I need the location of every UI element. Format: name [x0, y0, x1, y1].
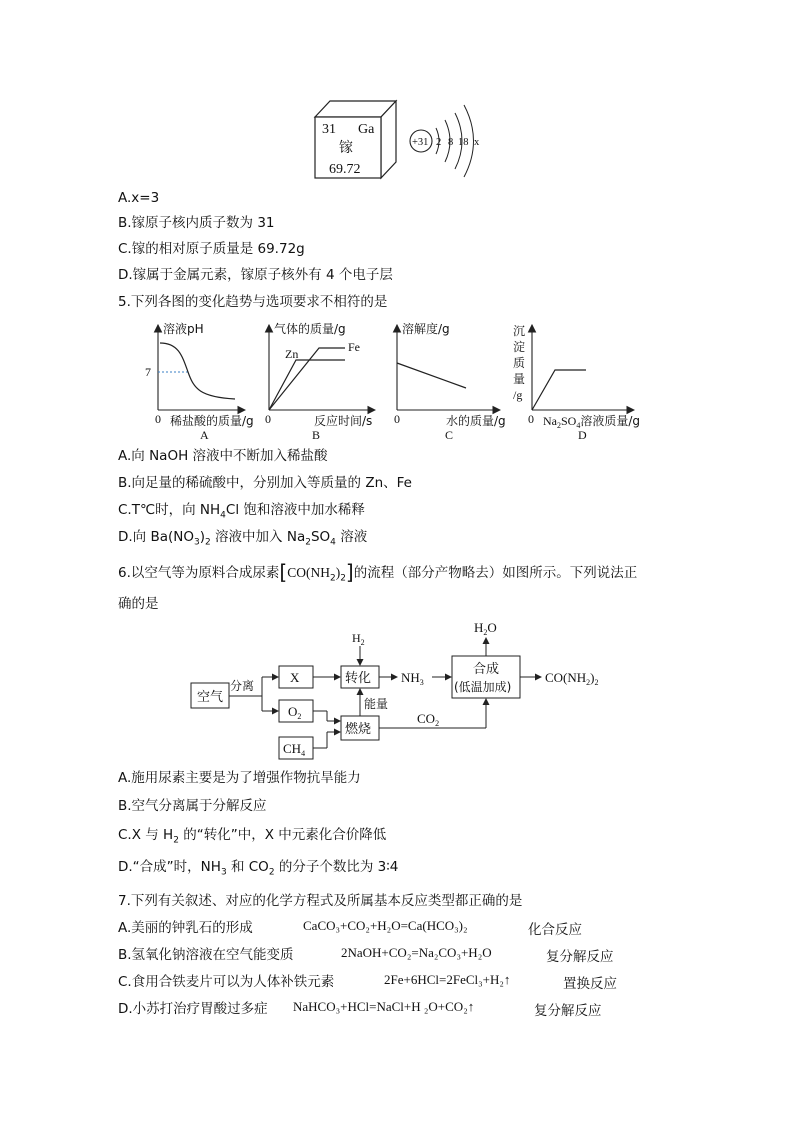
q7-c-desc: C.食用合铁麦片可以为人体补铁元素: [118, 974, 335, 990]
q5-option-c: C.T℃时，向 $NH_4Cl$ 饱和溶液中加水稀释: [118, 502, 365, 521]
energy-label: 能量: [364, 697, 389, 711]
q7-a-equation: CaCO₃+CO₂+H₂O=Ca(HCO₃)₂: [303, 918, 468, 933]
q4-option-c: C.镓的相对原子质量是 69.72g: [118, 241, 305, 257]
graph-b-origin: 0: [265, 412, 271, 426]
q6-option-b: B.空气分离属于分解反应: [118, 798, 267, 814]
shell-3: 18: [458, 137, 469, 148]
shell-2: 8: [448, 137, 454, 148]
graph-b: [265, 321, 375, 442]
q6-stem: 6.以空气等为原料合成尿素$[CO(NH_2)_2]$的流程（部分产物略去）如图所示。下列说法正: [118, 560, 638, 584]
product-label: $CO(NH_2)_2$: [545, 670, 599, 687]
nucleus-charge: +31: [412, 137, 429, 148]
graph-b-xlabel: 反应时间/s: [314, 414, 373, 428]
h2o-label: $H_2O$: [474, 620, 497, 637]
nh3-label: $NH_3$: [401, 670, 424, 687]
graph-d-origin: 0: [528, 412, 534, 426]
q7-d-type: 复分解反应: [534, 1003, 602, 1019]
q5-option-b: B.向足量的稀硫酸中，分别加入等质量的 Zn、Fe: [118, 475, 412, 491]
q7-b-desc: B.氢氧化钠溶液在空气能变质: [118, 947, 294, 963]
shell-1: 2: [436, 137, 442, 148]
graph-d-ylabel-3: 质: [513, 356, 526, 370]
element-name: 镓: [339, 140, 353, 156]
graph-a-letter: A: [200, 428, 209, 442]
q7-c-type: 置换反应: [563, 976, 617, 992]
x-label: X: [290, 670, 300, 685]
q7-b-type: 复分解反应: [546, 949, 614, 965]
q4-option-b: B.镓原子核内质子数为 31: [118, 215, 275, 231]
atom-structure: [410, 105, 480, 177]
gallium-figure: [0, 0, 794, 200]
q6-stem-line2: 确的是: [118, 596, 159, 612]
q5-option-d: D.向 $Ba(NO_3)_2$ 溶液中加入 $Na_2SO_4$ 溶液: [118, 529, 368, 548]
graph-a-origin: 0: [155, 412, 161, 426]
element-card: [315, 101, 396, 178]
q4-option-d: D.镓属于金属元素，镓原子核外有 4 个电子层: [118, 267, 393, 283]
burn-label: 燃烧: [345, 722, 372, 737]
graph-b-letter: B: [312, 428, 321, 442]
graph-b-series-zn: Zn: [285, 347, 299, 361]
graph-d-letter: D: [578, 428, 587, 442]
graph-c-xlabel: 水的质量/g: [446, 414, 506, 428]
graph-a: [145, 321, 254, 442]
graph-d-ylabel-2: 淀: [513, 340, 526, 354]
graph-b-series-fe: Fe: [348, 340, 360, 354]
graph-b-ylabel: 气体的质量/g: [274, 322, 346, 336]
separate-label: 分离: [230, 679, 255, 693]
q7-a-type: 化合反应: [528, 922, 582, 938]
graph-d: [513, 324, 640, 442]
graph-c: [394, 321, 506, 442]
graph-c-letter: C: [445, 428, 454, 442]
shell-4: x: [474, 137, 480, 148]
o2-label: $O_2$: [288, 704, 302, 721]
graph-d-xlabel: $Na_2SO_4$溶液质量/g: [543, 414, 641, 430]
q6-option-a: A.施用尿素主要是为了增强作物抗旱能力: [118, 770, 361, 786]
q6-option-c: C.X 与 $H_2$ 的“转化”中，X 中元素化合价降低: [118, 827, 387, 846]
graph-c-ylabel: 溶解度/g: [402, 322, 450, 336]
element-number: 31: [322, 122, 336, 137]
q6-flow-diagram: [0, 610, 794, 770]
graph-d-ylabel-4: 量: [513, 372, 526, 386]
q5-graphs: [0, 315, 794, 445]
q7-a-desc: A.美丽的钟乳石的形成: [118, 920, 253, 936]
air-label: 空气: [197, 690, 224, 705]
ch4-label: $CH_4$: [283, 741, 306, 758]
q6-option-d: D.“合成”时，$NH_3$ 和 $CO_2$ 的分子个数比为 3∶4: [118, 859, 399, 878]
synth-label: 合成: [473, 662, 500, 677]
q5-stem: 5.下列各图的变化趋势与选项要求不相符的是: [118, 294, 388, 310]
q7-b-equation: 2NaOH+CO₂=Na₂CO₃+H₂O: [341, 945, 492, 960]
q7-d-desc: D.小苏打治疗胃酸过多症: [118, 1001, 268, 1017]
element-mass: 69.72: [329, 162, 361, 177]
co2-label: $CO_2$: [417, 711, 440, 728]
h2-label: $H_2$: [352, 631, 365, 647]
q7-c-equation: 2Fe+6HCl=2FeCl₃+H₂↑: [384, 972, 511, 987]
graph-a-xlabel: 稀盐酸的质量/g: [170, 414, 254, 428]
q7-d-equation: NaHCO₃+HCl=NaCl+H ₂O+CO₂↑: [293, 999, 475, 1014]
graph-d-ylabel-5: /g: [513, 388, 523, 402]
q5-option-a: A.向 NaOH 溶液中不断加入稀盐酸: [118, 448, 328, 464]
q4-option-a: A.x=3: [118, 190, 160, 206]
element-symbol: Ga: [358, 122, 375, 137]
convert-label: 转化: [345, 671, 372, 686]
q7-stem: 7.下列有关叙述、对应的化学方程式及所属基本反应类型都正确的是: [118, 893, 523, 909]
graph-d-ylabel-1: 沉: [513, 324, 526, 338]
graph-c-origin: 0: [394, 412, 400, 426]
graph-a-ylabel: 溶液pH: [163, 322, 204, 336]
graph-a-tick-7: 7: [145, 365, 151, 379]
synth-cond-label: (低温加成): [454, 680, 512, 694]
